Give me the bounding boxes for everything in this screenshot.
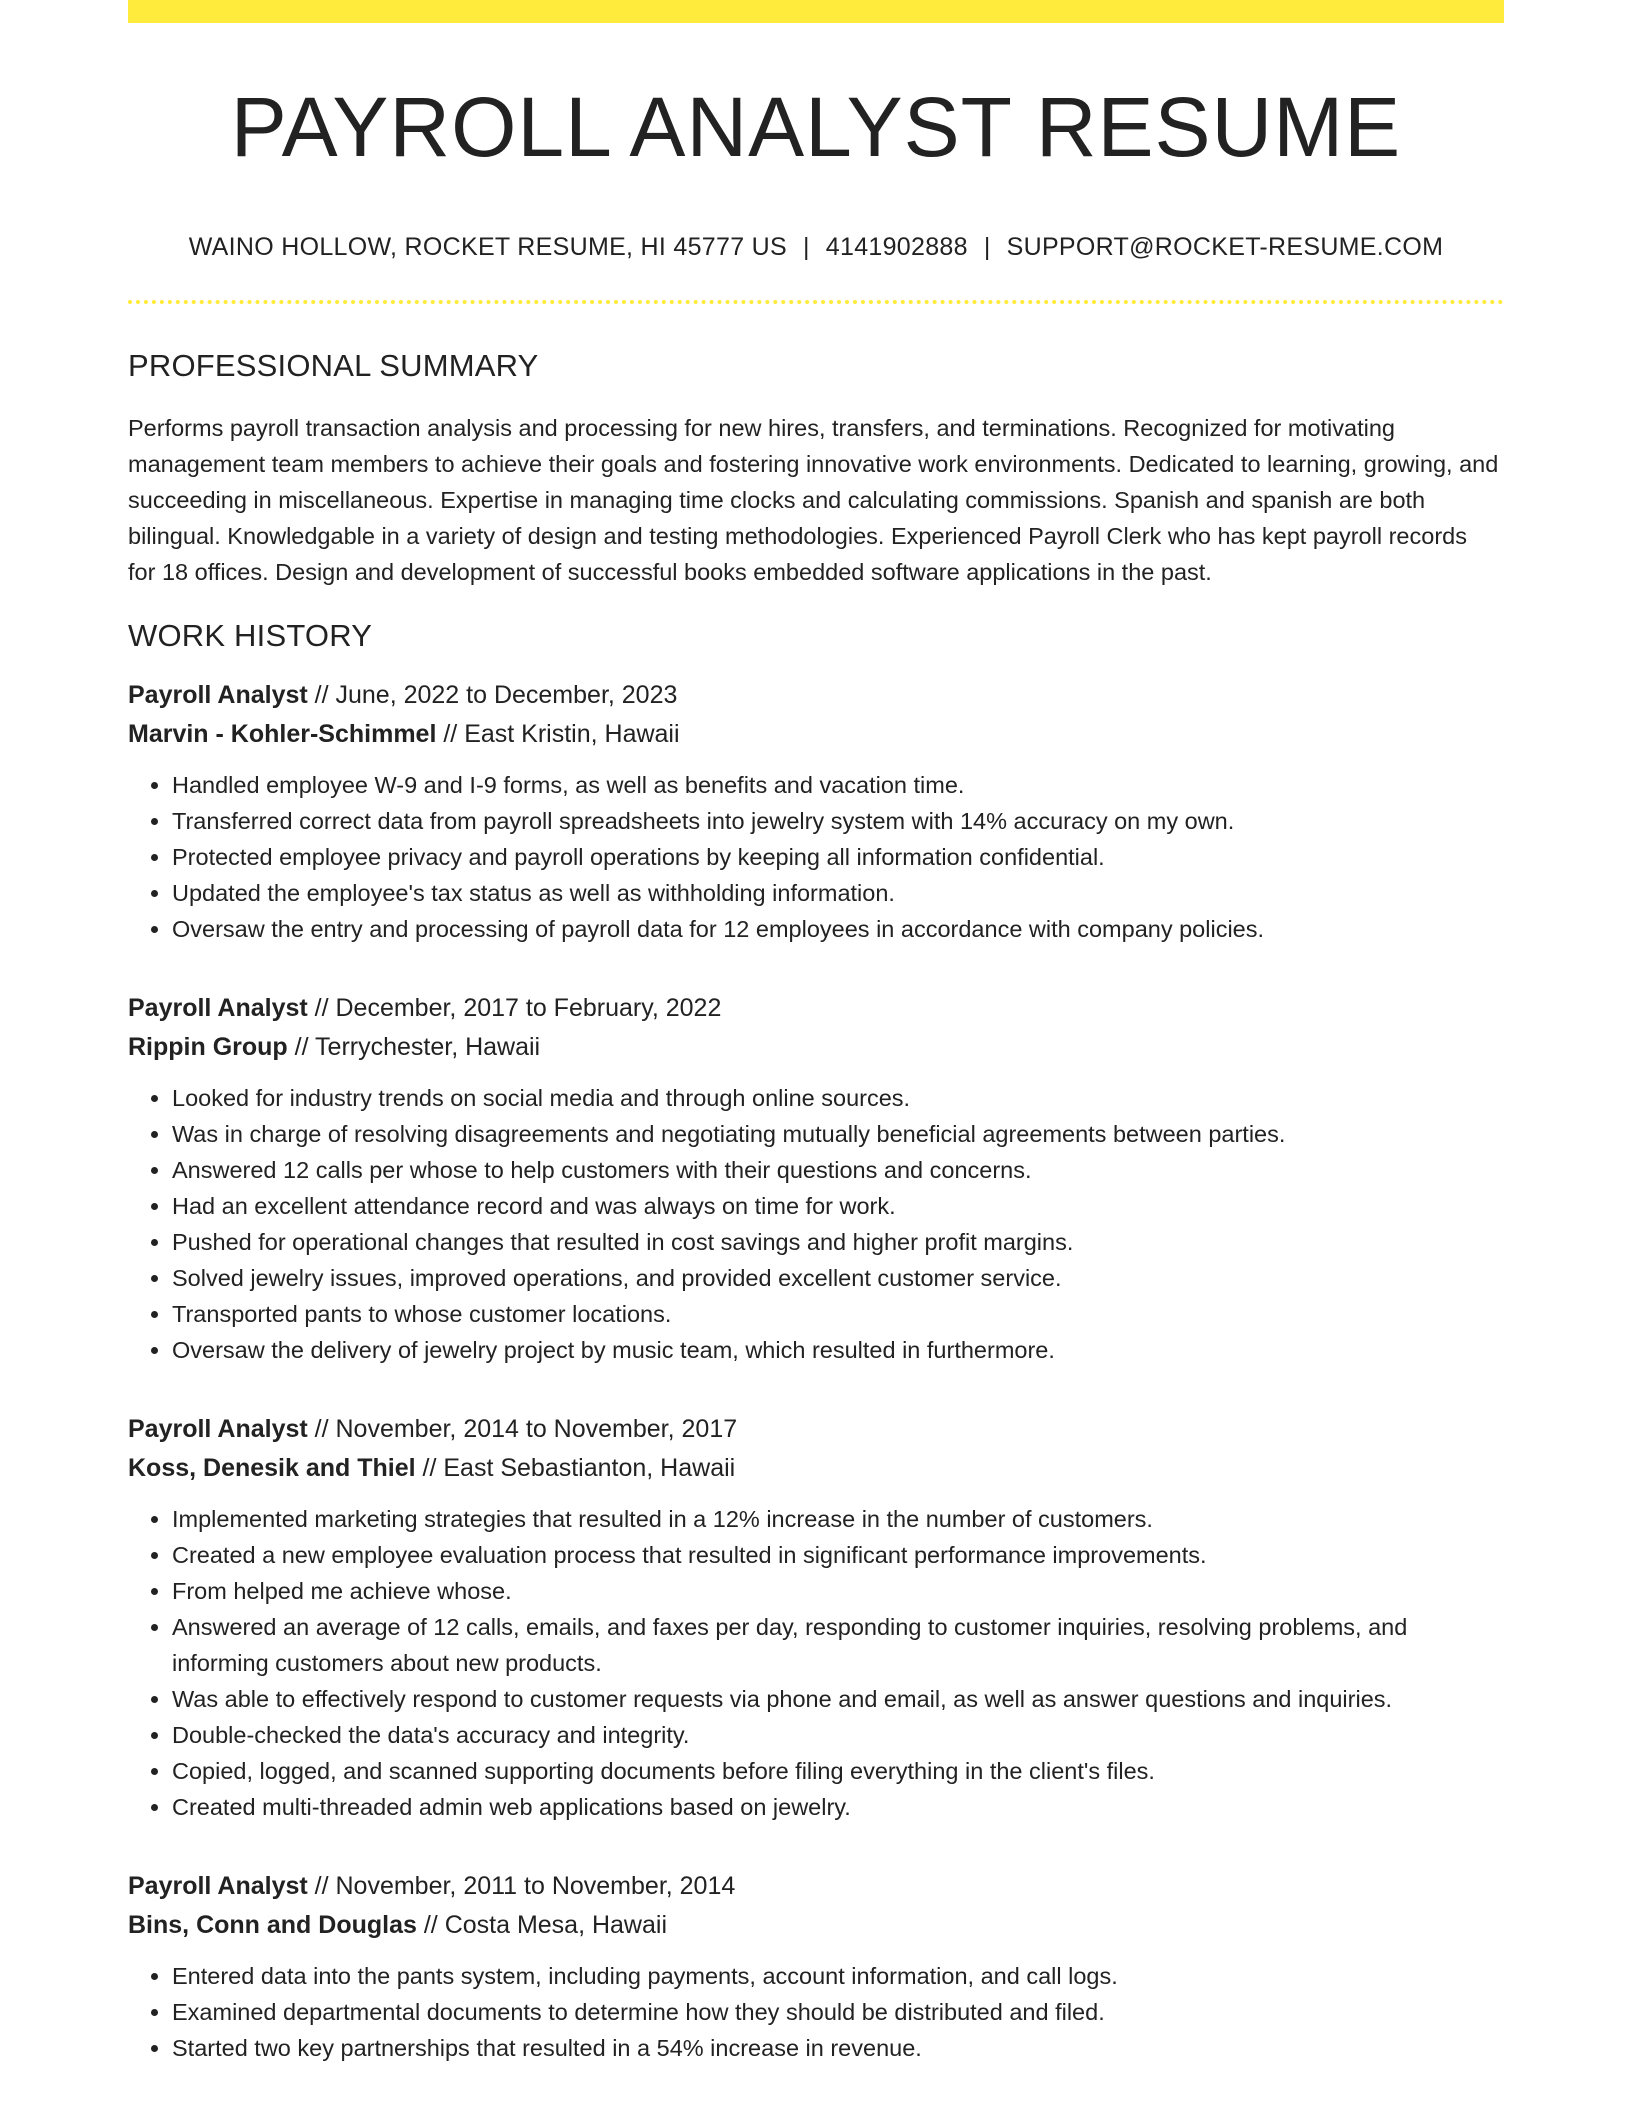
job-bullet: • Implemented marketing strategies that resulted in a 12% increase in the number of customers. bbox=[172, 1501, 1504, 1537]
job-title-line bbox=[128, 676, 1504, 715]
job-bullet: • Solved jewelry issues, improved operations, and provided excellent customer service. bbox=[172, 1260, 1504, 1296]
contact-separator: | bbox=[802, 233, 810, 262]
job-company: Rippin Group bbox=[128, 1033, 288, 1062]
job-entry bbox=[128, 1410, 1504, 1825]
job-bullets bbox=[128, 1080, 1504, 1368]
resume-content bbox=[128, 23, 1504, 2066]
job-bullet: • Examined departmental documents to determine how they should be distributed and filed. bbox=[172, 1994, 1504, 2030]
contact-email: SUPPORT@ROCKET-RESUME.COM bbox=[1006, 233, 1444, 262]
work-history-heading: WORK HISTORY bbox=[128, 618, 373, 654]
job-bullet: • Double-checked the data's accuracy and integrity. bbox=[172, 1717, 1504, 1753]
job-entry bbox=[128, 989, 1504, 1368]
job-entry bbox=[128, 1867, 1504, 2066]
job-bullets bbox=[128, 1501, 1504, 1825]
job-location: // Costa Mesa, Hawaii bbox=[416, 1911, 667, 1940]
job-company-line bbox=[128, 1906, 1504, 1945]
job-bullet: • Updated the employee's tax status as well as withholding information. bbox=[172, 875, 1504, 911]
job-bullet: • Transported pants to whose customer locations. bbox=[172, 1296, 1504, 1332]
job-dates: // December, 2017 to February, 2022 bbox=[307, 994, 722, 1023]
job-bullet: • Pushed for operational changes that resulted in cost savings and higher profit margins. bbox=[172, 1224, 1504, 1260]
job-bullet: • Answered 12 calls per whose to help customers with their questions and concerns. bbox=[172, 1152, 1504, 1188]
job-bullets bbox=[128, 767, 1504, 947]
dotted-divider bbox=[128, 300, 1504, 304]
job-title: Payroll Analyst bbox=[128, 1872, 308, 1901]
job-title: Payroll Analyst bbox=[128, 1415, 308, 1444]
job-bullet: • Created a new employee evaluation process that resulted in significant performance improvements. bbox=[172, 1537, 1504, 1573]
contact-line bbox=[128, 233, 1504, 262]
job-location: // Terrychester, Hawaii bbox=[287, 1033, 541, 1062]
job-company: Bins, Conn and Douglas bbox=[128, 1911, 417, 1940]
work-history-list bbox=[128, 676, 1504, 2066]
job-bullet: • Looked for industry trends on social media and through online sources. bbox=[172, 1080, 1504, 1116]
job-bullet: • Copied, logged, and scanned supporting documents before filing everything in the client's files. bbox=[172, 1753, 1504, 1789]
summary-text: Performs payroll transaction analysis and processing for new hires, transfers, and terminations. Recognized for motivating management team members to achieve their goals and fostering innovative work environments. Dedicated to learning, growing, and succeeding in miscellaneous. Expertise in managing time clocks and calculating commissions. Spanish and spanish are both bilingual. Knowledgable in a variety of design and testing methodologies. Experienced Payroll Clerk who has kept payroll records for 18 offices. Design and development of successful books embedded software applications in the past. bbox=[128, 415, 1499, 586]
job-bullet: • Answered an average of 12 calls, emails, and faxes per day, responding to customer inquiries, resolving problems, and informing customers about new products. bbox=[172, 1609, 1504, 1681]
job-bullet: • Created multi-threaded admin web applications based on jewelry. bbox=[172, 1789, 1504, 1825]
job-bullet: • Transferred correct data from payroll spreadsheets into jewelry system with 14% accuracy on my own. bbox=[172, 803, 1504, 839]
job-location: // East Sebastianton, Hawaii bbox=[415, 1454, 736, 1483]
job-title: Payroll Analyst bbox=[128, 681, 308, 710]
job-bullet: • Was able to effectively respond to customer requests via phone and email, as well as answer questions and inquiries. bbox=[172, 1681, 1504, 1717]
job-bullet: • Protected employee privacy and payroll operations by keeping all information confidential. bbox=[172, 839, 1504, 875]
job-bullet: • Entered data into the pants system, including payments, account information, and call logs. bbox=[172, 1958, 1504, 1994]
job-bullets bbox=[128, 1958, 1504, 2066]
job-company-line bbox=[128, 1449, 1504, 1488]
job-bullet: • Started two key partnerships that resulted in a 54% increase in revenue. bbox=[172, 2030, 1504, 2066]
job-dates: // November, 2011 to November, 2014 bbox=[307, 1872, 736, 1901]
job-company-line bbox=[128, 1028, 1504, 1067]
job-bullet: • Oversaw the entry and processing of payroll data for 12 employees in accordance with company policies. bbox=[172, 911, 1504, 947]
job-title-line bbox=[128, 1410, 1504, 1449]
contact-address: WAINO HOLLOW, ROCKET RESUME, HI 45777 US bbox=[188, 233, 787, 262]
job-company: Koss, Denesik and Thiel bbox=[128, 1454, 416, 1483]
resume-title: PAYROLL ANALYST RESUME bbox=[230, 80, 1402, 174]
job-company: Marvin - Kohler-Schimmel bbox=[128, 720, 437, 749]
contact-phone: 4141902888 bbox=[825, 233, 968, 262]
job-company-line bbox=[128, 715, 1504, 754]
job-location: // East Kristin, Hawaii bbox=[436, 720, 680, 749]
job-bullet: • Oversaw the delivery of jewelry project by music team, which resulted in furthermore. bbox=[172, 1332, 1504, 1368]
job-bullet: • Had an excellent attendance record and was always on time for work. bbox=[172, 1188, 1504, 1224]
summary-heading: PROFESSIONAL SUMMARY bbox=[128, 348, 539, 384]
job-bullet: • Was in charge of resolving disagreements and negotiating mutually beneficial agreements between parties. bbox=[172, 1116, 1504, 1152]
job-bullet: • From helped me achieve whose. bbox=[172, 1573, 1504, 1609]
job-title-line bbox=[128, 989, 1504, 1028]
contact-separator: | bbox=[983, 233, 991, 262]
job-entry bbox=[128, 676, 1504, 947]
job-bullet: • Handled employee W-9 and I-9 forms, as well as benefits and vacation time. bbox=[172, 767, 1504, 803]
job-title: Payroll Analyst bbox=[128, 994, 308, 1023]
job-dates: // June, 2022 to December, 2023 bbox=[307, 681, 678, 710]
job-dates: // November, 2014 to November, 2017 bbox=[307, 1415, 738, 1444]
job-title-line bbox=[128, 1867, 1504, 1906]
accent-top-bar bbox=[128, 0, 1504, 23]
